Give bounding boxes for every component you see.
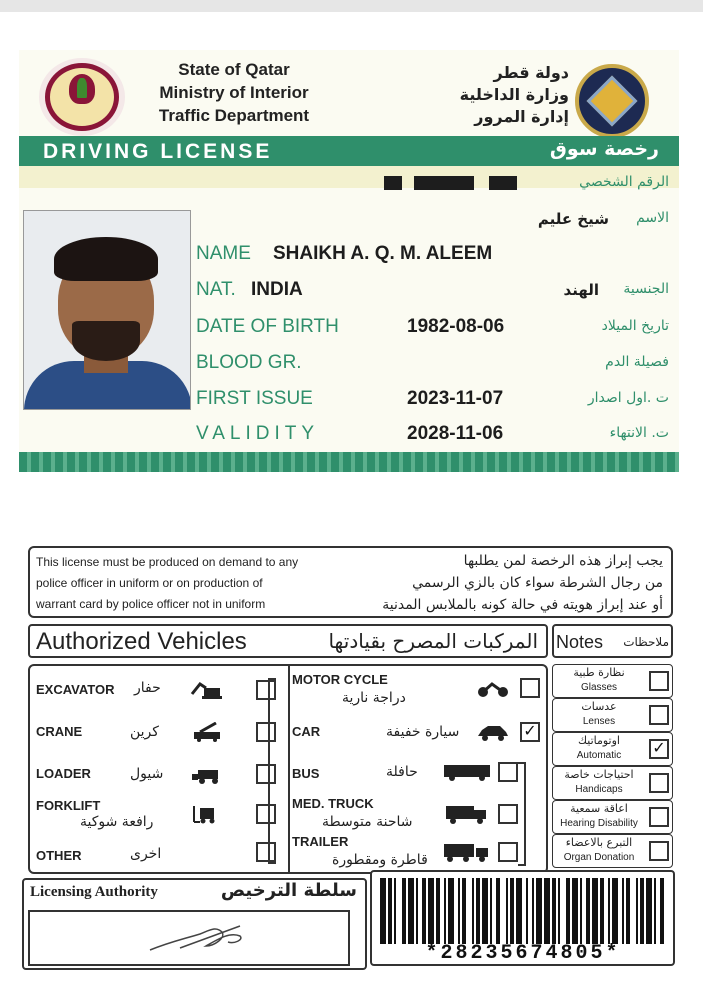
barcode-bar — [380, 878, 386, 944]
notice-box — [28, 546, 673, 618]
redacted-id-3 — [489, 176, 517, 190]
license-title-band — [19, 136, 679, 166]
loader-icon — [190, 764, 224, 784]
vehicle-row-crane: CRANE كرين — [30, 712, 288, 752]
barcode-box — [370, 870, 675, 966]
motorcycle-icon — [476, 678, 510, 698]
hearing-disability-checkbox[interactable] — [649, 807, 669, 827]
trailer-icon — [442, 842, 490, 862]
validity-label-ar: ت. الانتهاء — [609, 425, 669, 441]
barcode-bar — [472, 878, 474, 944]
barcode-bar — [506, 878, 508, 944]
car-icon — [476, 722, 510, 742]
barcode-bar — [532, 878, 534, 944]
gcc-logo-icon — [575, 64, 649, 138]
crane-icon — [190, 722, 224, 742]
barcode-bar — [448, 878, 454, 944]
glasses-checkbox[interactable] — [649, 671, 669, 691]
med-truck-checkbox[interactable] — [498, 804, 518, 824]
licensing-authority-ar: سلطة الترخيص — [220, 880, 357, 901]
vehicle-row-excavator: EXCAVATOR حفار — [30, 670, 288, 710]
barcode-bar — [646, 878, 652, 944]
first-issue-label: FIRST ISSUE — [196, 388, 313, 409]
dob-value: 1982-08-06 — [407, 316, 505, 337]
trailer-checkbox[interactable] — [498, 842, 518, 862]
vehicle-row-car: CAR سيارة خفيفة ✓ — [292, 712, 546, 752]
license-back — [22, 540, 678, 970]
barcode-bar — [516, 878, 522, 944]
barcode-bar — [660, 878, 664, 944]
note-handicaps: احتياجات خاصة Handicaps — [552, 766, 673, 800]
notes-label-en: Notes — [556, 632, 604, 652]
license-front — [19, 50, 679, 472]
authorized-vehicles-ar: المركبات المصرح بقيادتها — [328, 629, 538, 653]
first-issue-value: 2023-11-07 — [407, 388, 504, 409]
barcode-bar — [462, 878, 466, 944]
barcode-bar — [580, 878, 582, 944]
barcode-bar — [654, 878, 656, 944]
signature-area — [28, 910, 350, 966]
barcode-bar — [572, 878, 578, 944]
barcode-bar — [428, 878, 434, 944]
name-value-ar: شيخ عليم — [537, 210, 609, 228]
note-glasses: نظارة طبية Glasses — [552, 664, 673, 698]
note-organ-donation: التبرع بالاعضاء Organ Donation — [552, 834, 673, 868]
name-value: SHAIKH A. Q. M. ALEEM — [273, 243, 493, 264]
nationality-value-ar: الهند — [563, 281, 599, 299]
automatic-checkbox[interactable]: ✓ — [649, 739, 669, 759]
barcode-icon — [378, 878, 668, 944]
barcode-bar — [526, 878, 528, 944]
blood-group-label: BLOOD GR. — [196, 352, 302, 373]
barcode-bar — [612, 878, 618, 944]
license-title-en: DRIVING LICENSE — [43, 140, 273, 163]
security-pattern-band — [19, 452, 679, 472]
vehicle-row-forklift: FORKLIFT رافعة شوكية — [30, 796, 288, 836]
barcode-bar — [600, 878, 604, 944]
note-hearing-disability: اعاقة سمعية Hearing Disability — [552, 800, 673, 834]
barcode-bar — [422, 878, 426, 944]
vehicle-row-trailer: TRAILER قاطرة ومقطورة — [292, 832, 546, 872]
barcode-bar — [416, 878, 418, 944]
barcode-bar — [640, 878, 644, 944]
name-label: NAME — [196, 243, 251, 264]
barcode-bar — [394, 878, 396, 944]
validity-value: 2028-11-06 — [407, 423, 504, 444]
holder-photo — [23, 210, 191, 410]
truck-icon — [444, 804, 488, 824]
authorized-vehicles-header — [28, 624, 548, 658]
redacted-id-2 — [414, 176, 474, 190]
barcode-bar — [490, 878, 492, 944]
authorized-vehicles-en: Authorized Vehicles — [36, 628, 247, 655]
barcode-bar — [458, 878, 460, 944]
nationality-value: INDIA — [251, 279, 303, 300]
notes-list — [552, 664, 673, 864]
licensing-authority-box — [22, 878, 367, 970]
barcode-bar — [592, 878, 598, 944]
barcode-bar — [436, 878, 440, 944]
forklift-icon — [190, 804, 224, 824]
notes-label-ar: ملاحظات — [623, 635, 669, 649]
barcode-bar — [586, 878, 590, 944]
validity-label: VALIDITY — [196, 423, 320, 444]
qatar-emblem-icon — [39, 58, 125, 136]
vehicle-row-med-truck: MED. TRUCK شاحنة متوسطة — [292, 794, 546, 834]
barcode-bar — [636, 878, 638, 944]
header-arabic: دولة قطر وزارة الداخلية إدارة المرور — [459, 63, 569, 126]
barcode-bar — [536, 878, 542, 944]
barcode-bar — [622, 878, 624, 944]
vehicle-row-motorcycle: MOTOR CYCLE دراجة نارية — [292, 670, 546, 710]
license-title-ar: رخصة سوق — [549, 138, 659, 160]
vehicle-row-other: OTHER اخرى — [30, 836, 288, 876]
barcode-bar — [566, 878, 570, 944]
signature-icon — [30, 912, 348, 964]
motorcycle-checkbox[interactable] — [520, 678, 540, 698]
dob-label: DATE OF BIRTH — [196, 316, 339, 337]
lenses-checkbox[interactable] — [649, 705, 669, 725]
handicaps-checkbox[interactable] — [649, 773, 669, 793]
barcode-bar — [482, 878, 488, 944]
barcode-bar — [544, 878, 550, 944]
nationality-label: NAT. — [196, 279, 236, 300]
barcode-bar — [444, 878, 446, 944]
excavator-icon — [190, 680, 224, 700]
first-issue-label-ar: ت .اول اصدار — [587, 390, 669, 406]
redacted-id-1 — [384, 176, 402, 190]
barcode-bar — [510, 878, 514, 944]
dob-label-ar: تاريخ الميلاد — [601, 318, 669, 334]
barcode-bar — [552, 878, 556, 944]
bus-checkbox[interactable] — [498, 762, 518, 782]
notice-english: This license must be produced on demand to any police officer in uniform or on production of warrant card by police officer not in uniform — [36, 555, 299, 611]
barcode-bar — [608, 878, 610, 944]
licensing-authority-en: Licensing Authority — [30, 884, 158, 900]
vehicle-classes — [28, 664, 548, 874]
personal-number-label-ar: الرقم الشخصي — [579, 174, 669, 190]
vehicle-row-loader: LOADER شيول — [30, 754, 288, 794]
header-english: State of Qatar Ministry of Interior Traffic Department — [158, 60, 310, 125]
note-lenses: عدسات Lenses — [552, 698, 673, 732]
name-label-ar: الاسم — [636, 210, 669, 226]
vehicle-row-bus: BUS حافلة — [292, 754, 546, 794]
barcode-bar — [558, 878, 560, 944]
barcode-bar — [402, 878, 406, 944]
image-top-strip — [0, 0, 703, 12]
barcode-number: *28235674805* — [425, 942, 621, 965]
nationality-label-ar: الجنسية — [623, 281, 669, 297]
barcode-bar — [408, 878, 414, 944]
organ-donation-checkbox[interactable] — [649, 841, 669, 861]
blood-group-label-ar: فصيلة الدم — [605, 354, 669, 370]
barcode-bar — [496, 878, 500, 944]
notes-header — [552, 624, 673, 658]
barcode-bar — [476, 878, 480, 944]
notice-arabic: يجب إبراز هذه الرخصة لمن يطلبها من رجال الشرطة سواء كان بالزي الرسمي أو عند إبراز هويته في حالة كونه بالملابس المدنية — [382, 553, 663, 613]
barcode-bar — [626, 878, 630, 944]
barcode-bar — [388, 878, 392, 944]
car-checkbox[interactable]: ✓ — [520, 722, 540, 742]
note-automatic: اوتوماتيك Automatic ✓ — [552, 732, 673, 766]
bus-icon — [442, 762, 492, 782]
